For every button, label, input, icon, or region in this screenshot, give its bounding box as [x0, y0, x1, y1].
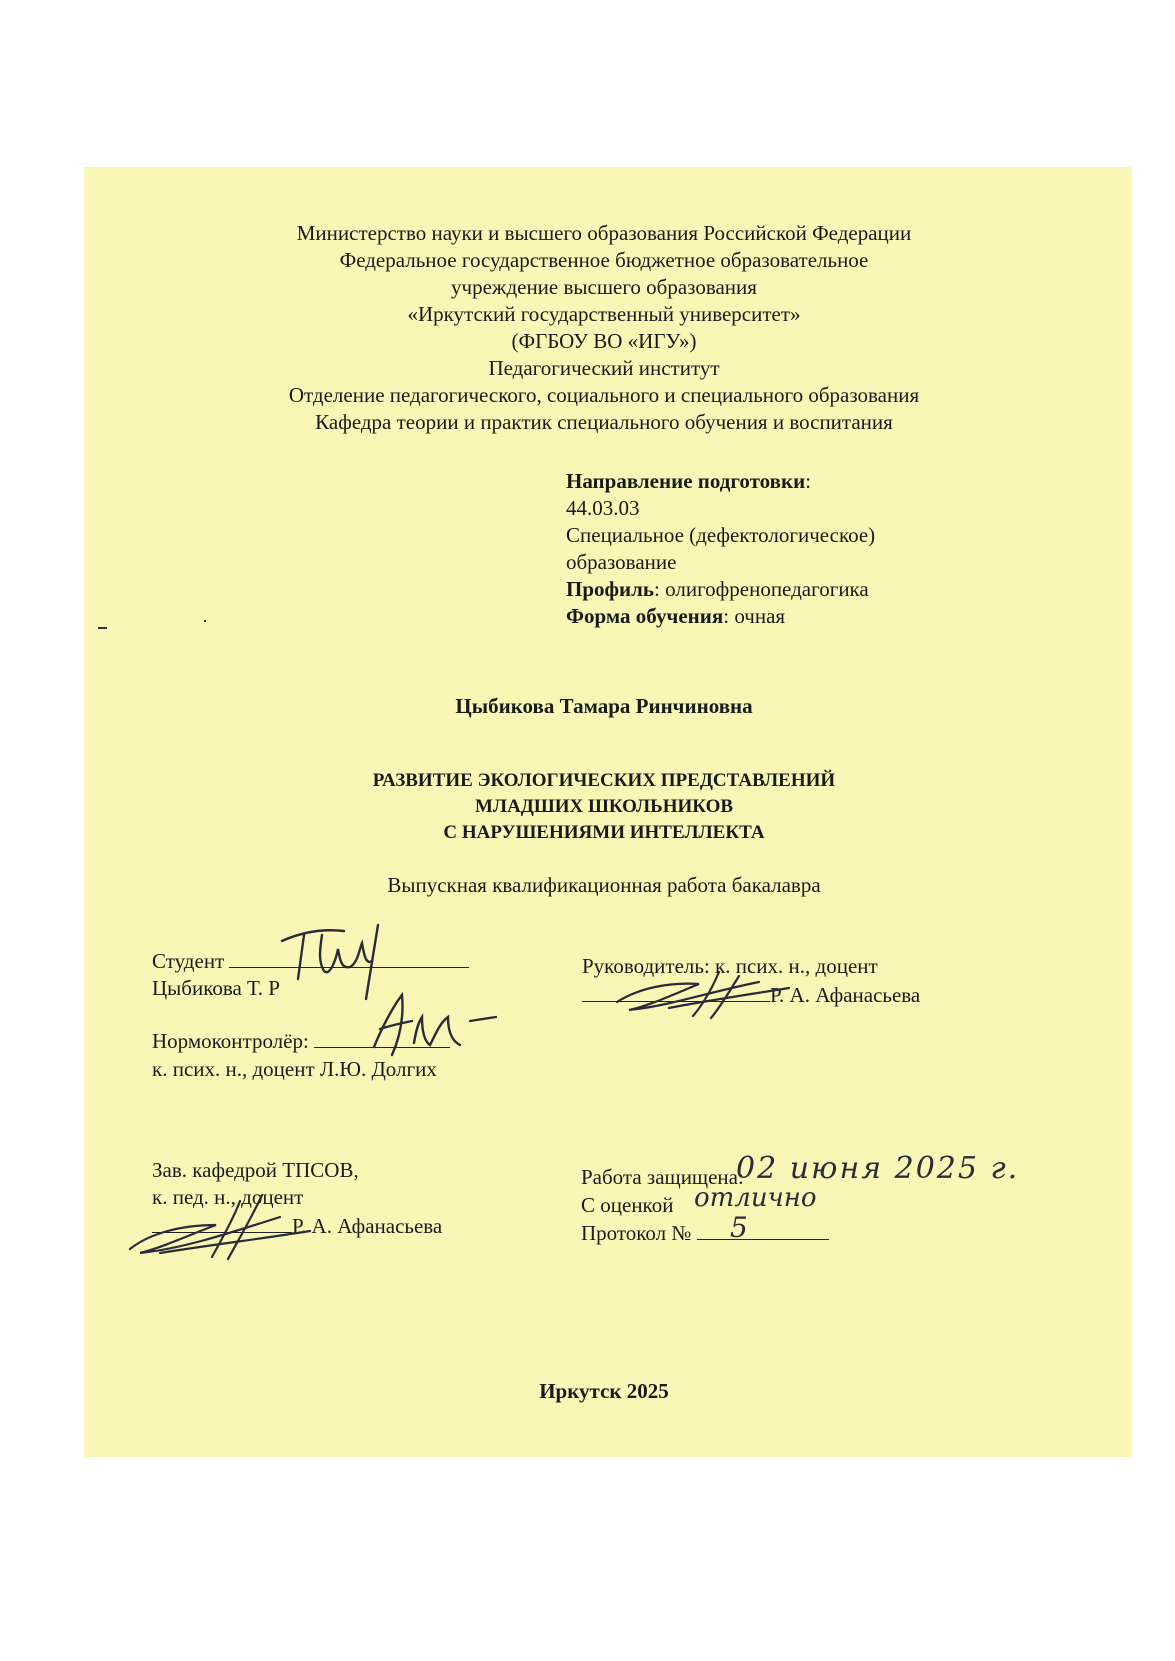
grade-handwritten: отлично — [694, 1183, 817, 1213]
ministry-line: Министерство науки и высшего образования Российской Федерации — [296, 221, 912, 245]
direction-name-line1: Специальное (дефектологическое) — [566, 523, 876, 547]
university-type-line: Федеральное государственное бюджетное образовательное — [339, 248, 869, 272]
profile-line: Профиль: олигофренопедагогика — [566, 577, 869, 601]
scan-speck — [98, 627, 107, 629]
protocol-row: Протокол № — [581, 1220, 829, 1247]
head-signature — [120, 1187, 320, 1267]
defended-date-handwritten: 02 июня 2025 г. — [736, 1151, 1020, 1186]
work-type: Выпускная квалификационная работа бакалавра — [387, 873, 821, 897]
thesis-title-line2: МЛАДШИХ ШКОЛЬНИКОВ — [474, 796, 734, 817]
supervisor-signature — [609, 962, 799, 1022]
scan-speck — [204, 620, 206, 622]
title-page-sheet — [84, 167, 1132, 1457]
division-line: Отделение педагогического, социального и специального образования — [288, 383, 920, 407]
supervisor-sign-row: Р. А. Афанасьева — [582, 982, 920, 1009]
thesis-title — [84, 768, 1124, 846]
thesis-title-line3: С НАРУШЕНИЯМИ ИНТЕЛЛЕКТА — [443, 822, 765, 843]
head-sign-row: Р. А. Афанасьева — [152, 1213, 442, 1240]
normcontrol-name: к. псих. н., доцент Л.Ю. Долгих — [152, 1057, 437, 1081]
head-degree: к. пед. н., доцент — [152, 1185, 304, 1209]
student-full-name: Цыбикова Тамара Ринчиновна — [455, 694, 753, 718]
university-abbr-line: (ФГБОУ ВО «ИГУ») — [511, 329, 697, 353]
student-label-row: Студент — [152, 948, 469, 975]
student-short-name: Цыбикова Т. Р — [152, 976, 280, 1000]
protocol-number-handwritten: 5 — [730, 1211, 748, 1244]
institution-type-line: учреждение высшего образования — [451, 275, 757, 299]
grade-label: С оценкой — [581, 1193, 674, 1217]
normcontrol-label-row: Нормоконтролёр: — [152, 1028, 450, 1055]
thesis-title-line1: РАЗВИТИЕ ЭКОЛОГИЧЕСКИХ ПРЕДСТАВЛЕНИЙ — [372, 770, 836, 791]
head-label: Зав. кафедрой ТПСОВ, — [152, 1158, 359, 1182]
institute-line: Педагогический институт — [488, 356, 720, 380]
normcontrol-signature — [352, 987, 502, 1067]
direction-code: 44.03.03 — [566, 496, 640, 520]
city-year: Иркутск 2025 — [539, 1379, 669, 1403]
university-name-line: «Иркутский государственный университет» — [407, 302, 801, 326]
protocol-line — [697, 1239, 829, 1240]
direction-block — [566, 468, 875, 630]
department-line: Кафедра теории и практик специального обучения и воспитания — [315, 410, 893, 434]
study-form-line: Форма обучения: очная — [566, 604, 786, 628]
direction-heading: Направление подготовки: — [566, 469, 812, 493]
supervisor-label: Руководитель: к. псих. н., доцент — [582, 954, 878, 978]
direction-name-line2: образование — [566, 550, 677, 574]
institution-header — [84, 220, 1124, 436]
defended-label: Работа защищена: — [581, 1165, 744, 1189]
